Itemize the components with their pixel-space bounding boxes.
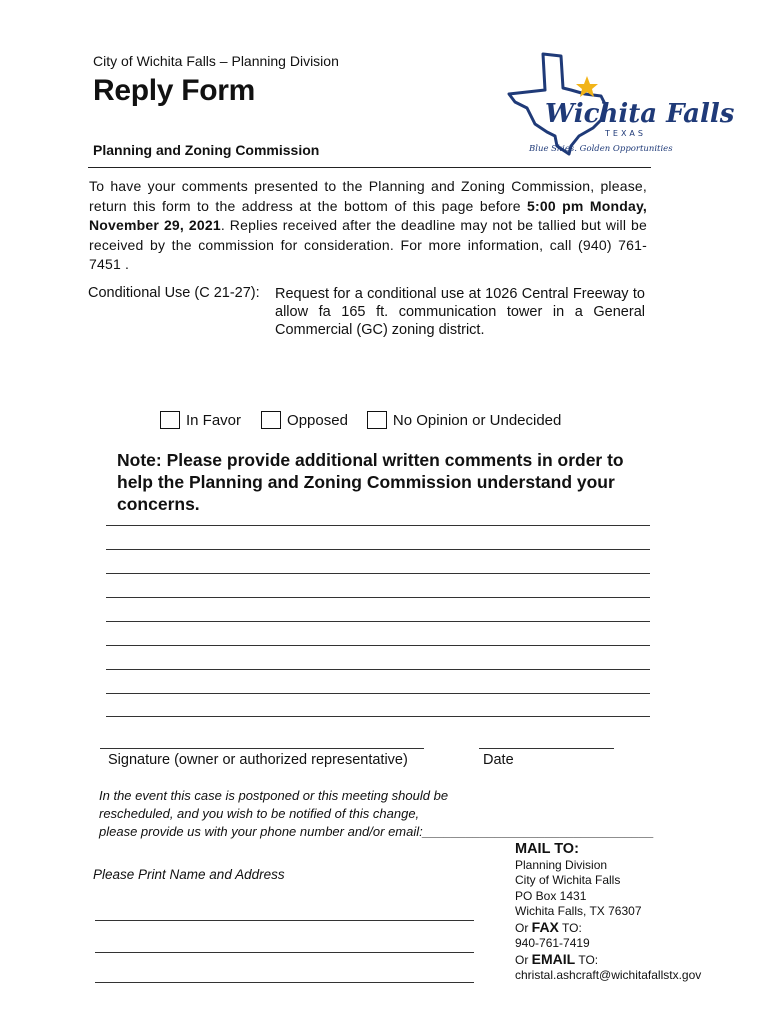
page-subtitle: Planning and Zoning Commission [93, 142, 320, 158]
date-label: Date [483, 752, 514, 768]
mail-line-3: PO Box 1431 [515, 888, 587, 903]
email-address[interactable]: christal.ashcraft@wichitafallstx.gov [515, 968, 702, 982]
header-divider [88, 167, 651, 168]
mail-line-2: City of Wichita Falls [515, 873, 621, 887]
comments-note: Note: Please provide additional written comments in order to help the Planning and Zoning Commission understand your concerns. [117, 450, 624, 514]
option-label: Opposed [287, 411, 348, 429]
intro-paragraph [89, 177, 647, 275]
option-in-favor[interactable] [160, 411, 241, 429]
comment-line[interactable] [106, 549, 650, 550]
email-label: EMAIL [531, 950, 576, 967]
option-no-opinion[interactable] [367, 411, 561, 429]
case-description: Request for a conditional use at 1026 Central Freeway to allow fa 165 ft. communication tower in a General Commercial (GC) zoning district. [275, 286, 645, 338]
response-options [160, 411, 561, 429]
comment-line[interactable] [106, 597, 650, 598]
to-text: TO: [558, 920, 582, 935]
page-title: Reply Form [93, 74, 256, 107]
comment-line[interactable] [106, 621, 650, 622]
option-opposed[interactable] [261, 411, 348, 429]
logo-state: TEXAS [605, 129, 646, 138]
wichita-falls-logo [505, 50, 735, 160]
name-address-line[interactable] [95, 952, 474, 953]
notify-line-3: please provide us with your phone number and/or email:________________________________ [99, 824, 655, 839]
or-text: Or [515, 952, 532, 967]
fax-number: 940-761-7419 [515, 936, 590, 950]
mail-line-1: Planning Division [515, 857, 608, 872]
intro-text-before: To have your comments presented to the Planning and Zoning Commission, please, return this form to the address at the bottom of this page before [89, 178, 647, 214]
signature-label: Signature (owner or authorized representative) [108, 752, 408, 768]
option-label: In Favor [186, 411, 242, 429]
mail-line-4: Wichita Falls, TX 76307 [515, 904, 642, 918]
checkbox-no-opinion[interactable] [367, 411, 387, 429]
date-field[interactable] [479, 748, 614, 749]
logo-wordmark: Wichita Falls [545, 99, 735, 129]
name-address-line[interactable] [95, 982, 474, 983]
comment-line[interactable] [106, 669, 650, 670]
comment-line[interactable] [106, 525, 650, 526]
mailing-info [515, 842, 701, 984]
fax-heading [515, 920, 701, 937]
comment-line[interactable] [106, 693, 650, 694]
intro-text-after: . Replies received after the deadline may not be tallied but will be received by the commission for consideration. For more information, call (940) 761-7451 . [89, 217, 647, 272]
checkbox-in-favor[interactable] [160, 411, 180, 429]
comment-line[interactable] [106, 573, 650, 574]
comment-line[interactable] [106, 645, 650, 646]
signature-field[interactable] [100, 748, 424, 749]
email-heading [515, 952, 701, 969]
name-address-line[interactable] [95, 920, 474, 921]
case-label: Conditional Use (C 21-27): [88, 285, 260, 301]
or-text: Or [515, 920, 532, 935]
mail-to-heading: MAIL TO: [515, 841, 579, 857]
notify-line-2: rescheduled, and you wish to be notified of this change, [99, 806, 420, 821]
option-label: No Opinion or Undecided [392, 411, 562, 429]
print-name-label: Please Print Name and Address [93, 867, 285, 882]
logo-tagline: Blue Skies. Golden Opportunities [529, 144, 673, 154]
to-text: TO: [575, 952, 599, 967]
notification-request [99, 787, 719, 841]
notify-line-1: In the event this case is postponed or this meeting should be [99, 788, 449, 803]
intro-deadline: 5:00 pm Monday, November 29, 2021 [89, 197, 647, 233]
fax-label: FAX [531, 918, 559, 935]
checkbox-opposed[interactable] [261, 411, 281, 429]
comment-line[interactable] [106, 716, 650, 717]
department-line: City of Wichita Falls – Planning Division [93, 53, 339, 69]
